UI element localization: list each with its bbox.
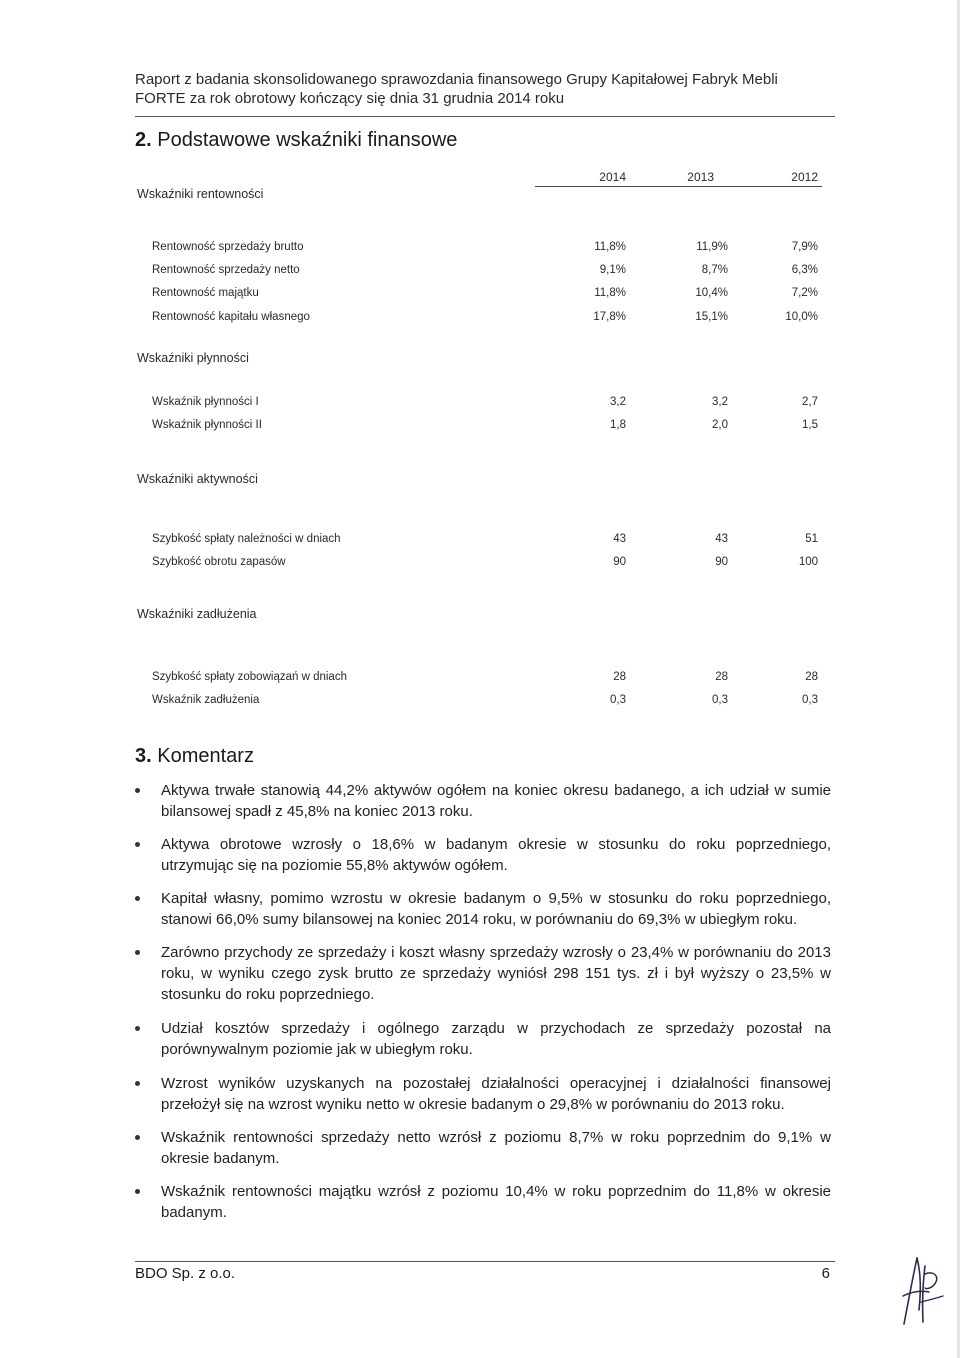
footer-divider — [135, 1261, 835, 1262]
value-2013: 0,3 — [712, 694, 728, 706]
category-rentownosc: Wskaźniki rentowności — [137, 187, 264, 201]
table-row — [0, 533, 960, 549]
value-2014: 11,8% — [594, 241, 626, 253]
header-line-1: Raport z badania skonsolidowanego sprawozdania finansowego Grupy Kapitałowej Fabryk Mebli — [135, 71, 778, 88]
table-row — [0, 419, 960, 435]
table-row — [0, 694, 960, 710]
table-row — [0, 311, 960, 327]
footer-company: BDO Sp. z o.o. — [135, 1265, 236, 1282]
signature-initials — [895, 1252, 945, 1332]
value-2012: 6,3% — [791, 264, 818, 276]
value-2014: 28 — [613, 671, 626, 683]
table-row — [0, 671, 960, 687]
value-2013: 15,1% — [695, 311, 728, 323]
value-2013: 10,4% — [695, 287, 728, 299]
row-label: Wskaźnik płynności I — [152, 396, 259, 408]
year-header-2013: 2013 — [687, 170, 714, 184]
page-header — [135, 70, 835, 108]
value-2013: 8,7% — [701, 264, 728, 276]
year-header-2014: 2014 — [599, 170, 626, 184]
row-label: Szybkość spłaty zobowiązań w dniach — [152, 671, 347, 683]
row-label: Wskaźnik płynności II — [152, 419, 262, 431]
value-2014: 9,1% — [599, 264, 626, 276]
value-2013: 2,0 — [712, 419, 728, 431]
page-number: 6 — [821, 1265, 830, 1282]
bullet-icon — [135, 1189, 140, 1194]
value-2013: 11,9% — [696, 241, 728, 253]
value-2014: 1,8 — [610, 419, 626, 431]
value-2013: 28 — [715, 671, 728, 683]
table-row — [0, 264, 960, 280]
bullet-icon — [135, 1026, 140, 1031]
comment-text: Kapitał własny, pomimo wzrostu w okresie badanym o 9,5% w stosunku do roku poprzedniego, stanowi 66,0% sumy bilansowej na koniec 2014 roku, w porównaniu do 69,3% w ubiegłym roku. — [161, 890, 831, 928]
row-label: Rentowność sprzedaży netto — [152, 264, 300, 276]
row-label: Wskaźnik zadłużenia — [152, 694, 260, 706]
category-aktywnosc: Wskaźniki aktywności — [137, 472, 258, 486]
year-header-2012: 2012 — [791, 170, 818, 184]
komentarz-title — [135, 745, 254, 768]
value-2013: 43 — [715, 533, 728, 545]
value-2012: 2,7 — [802, 396, 818, 408]
row-label: Rentowność majątku — [152, 287, 259, 299]
bullet-icon — [135, 950, 140, 955]
header-divider — [135, 116, 835, 117]
comment-text: Udział kosztów sprzedaży i ogólnego zarządu w przychodach ze sprzedaży pozostał na porównywalnym poziomie jak w ubiegłym roku. — [161, 1020, 831, 1058]
value-2012: 28 — [805, 671, 818, 683]
row-label: Rentowność kapitału własnego — [152, 311, 310, 323]
value-2012: 0,3 — [802, 694, 818, 706]
bullet-icon — [135, 842, 140, 847]
value-2013: 90 — [715, 556, 728, 568]
value-2012: 51 — [805, 533, 818, 545]
row-label: Szybkość obrotu zapasów — [152, 556, 286, 568]
header-line-2: FORTE za rok obrotowy kończący się dnia 31 grudnia 2014 roku — [135, 90, 565, 107]
bullet-icon — [135, 788, 140, 793]
value-2014: 3,2 — [610, 396, 626, 408]
comment-text: Wskaźnik rentowności majątku wzrósł z poziomu 10,4% w roku poprzednim do 11,8% w okresie badanym. — [161, 1183, 831, 1221]
category-plynnosc: Wskaźniki płynności — [137, 351, 249, 365]
section-title-text: Podstawowe wskaźniki finansowe — [157, 129, 458, 151]
komentarz-number: 3. — [135, 745, 152, 767]
value-2014: 0,3 — [610, 694, 626, 706]
table-row — [0, 396, 960, 412]
table-row — [0, 241, 960, 257]
value-2014: 17,8% — [593, 311, 626, 323]
table-row — [0, 556, 960, 572]
row-label: Rentowność sprzedaży brutto — [152, 241, 304, 253]
row-label: Szybkość spłaty należności w dniach — [152, 533, 341, 545]
section-number: 2. — [135, 129, 152, 151]
komentarz-title-text: Komentarz — [157, 745, 254, 767]
value-2014: 11,8% — [594, 287, 626, 299]
bullet-icon — [135, 1135, 140, 1140]
comment-text: Zarówno przychody ze sprzedaży i koszt własny sprzedaży wzrosły o 23,4% w porównaniu do 2013 roku, w wyniku czego zysk brutto ze sprzedaży wyniósł 298 151 tys. zł i był wyższy o 23,5% w stosunku do roku poprzedniego. — [161, 944, 831, 1003]
comment-text: Wskaźnik rentowności sprzedaży netto wzrósł z poziomu 8,7% w roku poprzednim do 9,1% w okresie badanym. — [161, 1129, 831, 1167]
years-divider — [535, 186, 822, 187]
value-2013: 3,2 — [712, 396, 728, 408]
bullet-icon — [135, 896, 140, 901]
value-2012: 7,9% — [791, 241, 818, 253]
value-2014: 43 — [613, 533, 626, 545]
value-2012: 1,5 — [802, 419, 818, 431]
value-2014: 90 — [613, 556, 626, 568]
table-row — [0, 287, 960, 303]
value-2012: 7,2% — [791, 287, 818, 299]
comment-text: Wzrost wyników uzyskanych na pozostałej działalności operacyjnej i działalności finansowej przełożył się na wzrost wyniku netto w okresie badanym o 29,8% w porównaniu do 2013 roku. — [161, 1075, 831, 1113]
comment-text: Aktywa trwałe stanowią 44,2% aktywów ogółem na koniec okresu badanego, a ich udział w sumie bilansowej spadł z 45,8% na koniec 2013 roku. — [161, 782, 831, 820]
value-2012: 100 — [798, 556, 818, 568]
comment-text: Aktywa obrotowe wzrosły o 18,6% w badanym okresie w stosunku do roku poprzedniego, utrzymując się na poziomie 55,8% aktywów ogółem. — [161, 836, 831, 874]
value-2012: 10,0% — [785, 311, 818, 323]
bullet-icon — [135, 1081, 140, 1086]
section-title — [135, 129, 457, 152]
category-zadluzenie: Wskaźniki zadłużenia — [137, 607, 257, 621]
